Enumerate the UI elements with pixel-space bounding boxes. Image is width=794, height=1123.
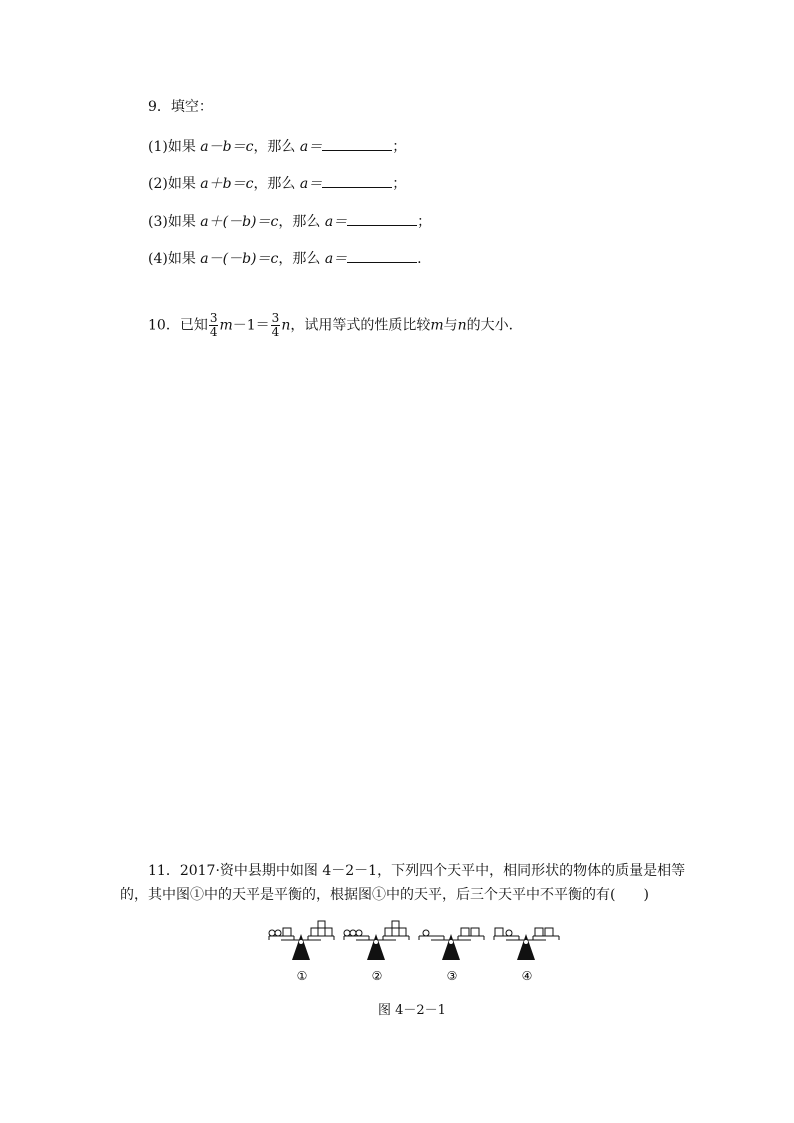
q9-item-1: (1)如果 a－b＝c，那么 a＝ ； bbox=[148, 136, 406, 156]
q9-item-2: (2)如果 a＋b＝c，那么 a＝ ； bbox=[148, 173, 406, 193]
q9-title: 9．填空： bbox=[148, 99, 213, 115]
balance-2 bbox=[344, 921, 409, 960]
answer-blank-4[interactable] bbox=[347, 248, 417, 263]
q9-item-3: (3)如果 a＋(－b)＝c，那么 a＝ ； bbox=[148, 211, 431, 231]
q9-item-4: (4)如果 a－(－b)＝c，那么 a＝ . bbox=[148, 248, 422, 268]
fraction-three-quarters-2: $\frac{3}{4}$ bbox=[271, 311, 280, 339]
answer-blank-1[interactable] bbox=[322, 136, 392, 151]
balance-label-2: ② bbox=[371, 969, 383, 983]
balance-label-1: ① bbox=[296, 969, 308, 983]
q11-line-1: 11．2017·资中县期中如图 4－2－1，下列四个天平中，相同形状的物体的质量是相等 bbox=[148, 863, 686, 879]
answer-blank-2[interactable] bbox=[322, 173, 392, 188]
answer-blank-3[interactable] bbox=[347, 211, 417, 226]
balance-label-4: ④ bbox=[521, 969, 533, 983]
fraction-three-quarters: $\frac{3}{4}$ bbox=[209, 311, 218, 339]
question-10: 10．已知 $\frac{3}{4}$ m－1＝ $\frac{3}{4}$ n，试用等式的性质比较m与n的大小． bbox=[148, 311, 523, 339]
balance-1 bbox=[269, 921, 334, 960]
q11-line-2: 的，其中图①中的天平是平衡的，根据图①中的天平，后三个天平中不平衡的有( ) bbox=[120, 887, 649, 903]
balance-3 bbox=[419, 928, 484, 960]
balance-figure bbox=[266, 918, 566, 988]
balance-label-3: ③ bbox=[446, 969, 458, 983]
balance-4 bbox=[494, 928, 559, 960]
figure-caption: 图 4－2－1 bbox=[378, 1003, 446, 1018]
